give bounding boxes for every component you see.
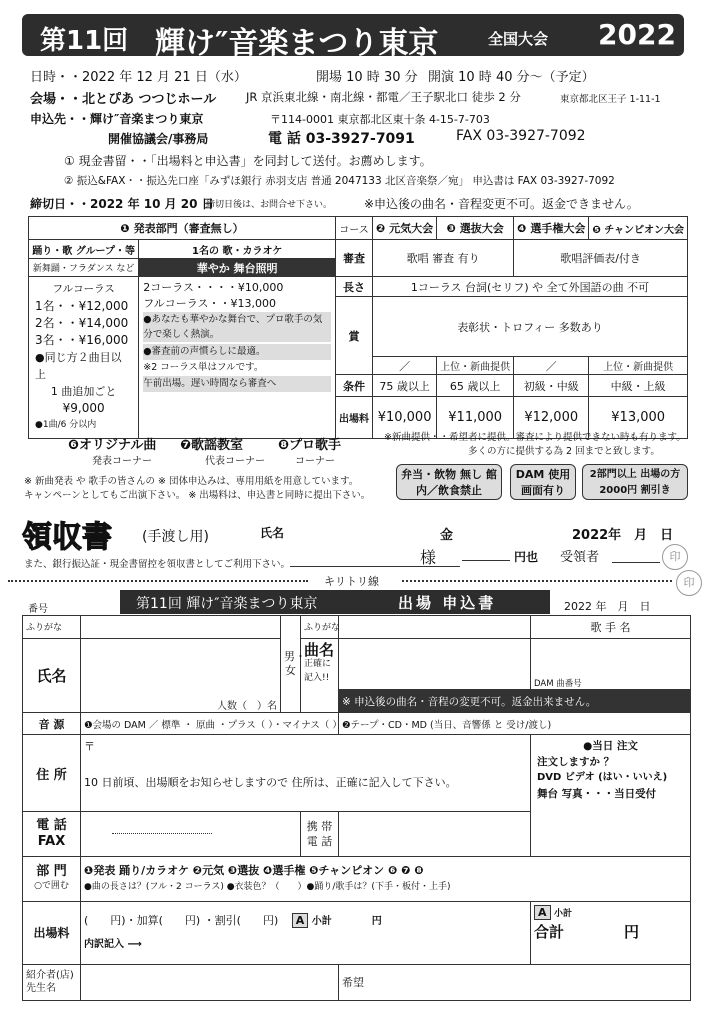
- receipt-name-label: 氏名: [260, 526, 285, 540]
- two-chorus-note: ※2 コーラス単はフルです。: [143, 362, 264, 373]
- stage-lighting-badge: 華やか 舞台照明: [139, 259, 336, 277]
- extra-classroom: ❼歌謡教室: [180, 438, 244, 453]
- extra-pro-sub: コーナー: [295, 456, 335, 467]
- category-table: [28, 216, 688, 439]
- receipt-amount-label: 金: [440, 528, 454, 543]
- extra-classroom-sub: 代表コーナー: [205, 456, 265, 467]
- mobile-field[interactable]: [339, 811, 531, 856]
- dam-number-field[interactable]: [531, 638, 691, 690]
- method-bank-transfer: ② 振込&FAX・・振込先口座「みずほ銀行 赤羽支店 普通 2047133 北区音楽祭／宛」 申込書は FAX 03-3927-7092: [64, 175, 615, 187]
- circle-note: ○で囲む: [34, 880, 69, 891]
- furigana-label-2: ふりがな: [301, 616, 339, 639]
- receipt-yen: 円也: [514, 550, 539, 564]
- fee-senshuken: ¥12,000: [514, 397, 589, 439]
- award-genki: ／: [373, 357, 437, 375]
- photo-order: 舞台 写真・・・当日受付: [537, 788, 657, 801]
- singer-name-label: 歌 手 名: [531, 616, 691, 639]
- judging-label: 審査: [336, 240, 373, 277]
- cond-senshuken: 初級・中級: [514, 375, 589, 397]
- header-subtitle: 全国大会: [488, 30, 549, 48]
- cat-senbatsu: ❸ 選抜大会: [437, 217, 514, 240]
- condition-label: 条件: [336, 375, 373, 397]
- award-label: 賞: [336, 297, 373, 375]
- cond-senbatsu: 65 歳以上: [437, 375, 514, 397]
- price-2-chorus: 2コーラス・・・・¥10,000: [143, 281, 284, 294]
- category-select[interactable]: [81, 856, 691, 901]
- solo-karaoke: 1名の 歌・カラオケ: [139, 240, 336, 259]
- no-change-notice: ※申込後の曲名・音程変更不可。返金できません。: [364, 197, 639, 211]
- cut-line-label: キリトリ線: [324, 575, 379, 588]
- application-form: [22, 615, 691, 1001]
- office-name: 開催協議会/事務局: [108, 132, 209, 146]
- length-rule: 1コーラス 台詞(セリフ) や 全て外国語の曲 不可: [373, 277, 688, 297]
- request-field[interactable]: [339, 964, 691, 1000]
- price-3-person: 3名・・¥16,000: [35, 333, 129, 347]
- receipt-receiver-line[interactable]: [612, 562, 660, 563]
- receipt-name-line[interactable]: [290, 566, 460, 567]
- additional-price: ¥9,000: [62, 401, 105, 415]
- phone-label: [23, 811, 81, 856]
- deadline: 締切日・・2022 年 10 月 20 日: [30, 197, 214, 211]
- category-details[interactable]: ●曲の長さは？(フル・2 コーラス) ●衣装色？（ ）●踊り/歌手は？(下手・板付・上手): [84, 881, 451, 892]
- audio-option-media[interactable]: ❷テープ・CD・MD (当日、音響係 と 受け/渡し): [339, 712, 691, 735]
- furigana-field[interactable]: [81, 616, 281, 639]
- price-2-person: 2名・・¥14,000: [35, 316, 129, 330]
- gender-select[interactable]: 男・女: [281, 616, 301, 713]
- headcount: 人数（ ）名: [217, 700, 277, 712]
- receipt-sama: 様: [420, 548, 437, 567]
- form-title-2: 出場 申込書: [398, 594, 497, 612]
- referrer-field[interactable]: [81, 964, 339, 1000]
- receipt-date: 2022年 月 日: [572, 528, 674, 543]
- fee-champion: ¥13,000: [589, 397, 688, 439]
- cat-genki: ❷ 元気大会: [373, 217, 437, 240]
- price-full-chorus: フルコーラス・・¥13,000: [143, 297, 276, 310]
- doors-open: 開場 10 時 30 分: [316, 70, 418, 85]
- referrer-label: 紹介者(店) 先生名: [23, 964, 81, 1000]
- judging-yes: 歌唱 審査 有り: [373, 240, 514, 277]
- fee-genki: ¥10,000: [373, 397, 437, 439]
- address-label: 住 所: [23, 735, 81, 812]
- course-label: コース: [336, 217, 373, 240]
- office-fax: FAX 03-3927-7092: [456, 128, 586, 144]
- a-mark-2: A: [534, 905, 551, 920]
- address-note: 10 日前頃、出場順をお知らせしますので 住所は、正確に記入して下さい。: [84, 776, 457, 790]
- day-order-title: ●当日 注文: [583, 740, 638, 753]
- postal-mark: 〒: [84, 740, 95, 754]
- event-date: 日時・・2022 年 12 月 21 日（水）: [30, 70, 247, 85]
- mobile-label-2: 電 話: [306, 834, 333, 848]
- receipt-stamp-circle-2: 印: [676, 570, 702, 596]
- tel-label: 電 話: [36, 817, 67, 833]
- a-mark: A: [292, 913, 309, 928]
- price-1-person: 1名・・¥12,000: [35, 299, 129, 313]
- subtotal: 小計 円: [311, 915, 382, 927]
- receipt-title: 領収書: [22, 520, 112, 555]
- song-title-field[interactable]: [339, 638, 531, 690]
- phone-line: [112, 833, 212, 834]
- cut-line-left: [8, 580, 308, 582]
- phone-field[interactable]: [81, 811, 301, 856]
- audio-source-label: 音 源: [23, 712, 81, 735]
- song-furigana-field[interactable]: [339, 616, 531, 639]
- mobile-label: [301, 811, 339, 856]
- song-title-label: [301, 638, 339, 712]
- apply-to: 申込先・・輝け″音楽まつり東京: [30, 112, 204, 126]
- day-order-box[interactable]: [531, 735, 691, 857]
- extra-original: ❻オリジナル曲: [68, 438, 157, 453]
- cat-senshuken: ❹ 選手権大会: [514, 217, 589, 240]
- warmup-note: ●審査前の声慣らしに最適。: [143, 344, 331, 360]
- extra-pro: ❽プロ歌手: [278, 438, 342, 453]
- form-title: 第11回 輝け″音楽まつり東京: [136, 596, 318, 612]
- accurate-note: 正確に記入!!: [304, 658, 332, 683]
- dam-badge: DAM 使用 画面有り: [510, 464, 576, 500]
- judging-sheet: 歌唱評価表/付き: [514, 240, 688, 277]
- fax-label: FAX: [37, 833, 66, 849]
- cut-line-right: [402, 580, 672, 582]
- additional-song: 1 曲追加ごと: [50, 385, 117, 398]
- bumon-label: 部 門: [36, 863, 67, 879]
- grand-total: 合計 円: [534, 922, 640, 941]
- furigana-label: ふりがな: [23, 616, 81, 639]
- fee-label: 出場料: [336, 397, 373, 439]
- venue-access: JR 京浜東北線・南北線・都電／王子駅北口 徒歩 2 分: [246, 90, 521, 104]
- cat-happyo-header: ❶ 発表部門（審査無し）: [29, 217, 336, 240]
- no-food-badge: 弁当・飲物 無し 館内／飲食禁止: [396, 464, 502, 500]
- audio-option-dam[interactable]: ❶会場の DAM ／ 標準 ・ 原曲 ・プラス（ ）・マイナス（ ）: [81, 712, 339, 735]
- receipt-note: また、銀行振込証・現金書留控を領収書としてご利用下さい。: [24, 559, 291, 570]
- time-limit: ●1曲/6 分以内: [35, 420, 97, 430]
- header-year: 2022: [598, 18, 676, 51]
- dance-song-group: 踊り・歌 グループ・等: [29, 240, 139, 259]
- extra-original-sub: 発表コーナー: [92, 456, 152, 467]
- venue-address: 東京都北区王子 1-11-1: [560, 94, 661, 105]
- award-champion: 上位・新曲提供: [589, 357, 688, 375]
- deadline-note: 締切日後は、お問合せ下さい。: [206, 200, 333, 210]
- song-label: 曲名: [304, 640, 335, 659]
- address-field[interactable]: [81, 735, 531, 812]
- award-senshuken: ／: [514, 357, 589, 375]
- mobile-label-1: 携 帯: [306, 819, 333, 833]
- header-title: 輝け″音楽まつり東京: [155, 26, 439, 61]
- dance-examples: 新舞踊・フラダンス など: [29, 259, 139, 277]
- morning-note: 午前出場。遅い時間なら審査へ: [143, 376, 331, 392]
- campaign-note: ※ 新曲発表 や 歌手の皆さんの ※ 団体申込みは、専用用紙を用意しています。: [24, 476, 359, 487]
- form-date: 2022 年 月 日: [564, 600, 651, 613]
- length-label: 長さ: [336, 277, 373, 297]
- office-address: 〒114-0001 東京都北区東十条 4-15-7-703: [270, 113, 490, 126]
- cond-genki: 75 歳以上: [373, 375, 437, 397]
- fee-calc: ( 円)・加算( 円) ・割引( 円): [84, 913, 279, 927]
- request-label: 希望: [342, 976, 364, 990]
- receipt-receiver: 受領者: [560, 550, 600, 565]
- method-registered-mail: ① 現金書留・・「出場料と申込書」を同封して送付。お薦めします。: [64, 154, 432, 168]
- discount-badge: 2部門以上 出場の方 2000円 割引き: [582, 464, 688, 500]
- subtotal-2: 小計: [554, 908, 573, 919]
- fee-senbatsu: ¥11,000: [437, 397, 514, 439]
- office-tel: 電 話 03-3927-7091: [268, 131, 415, 147]
- header-edition: 第11回: [40, 26, 129, 56]
- award-senbatsu: 上位・新曲提供: [437, 357, 514, 375]
- newsong-note-2: 多くの方に提供する為 2 回までと致します。: [468, 446, 660, 457]
- name-field[interactable]: [81, 638, 281, 712]
- receipt-subtitle: (手渡し用): [142, 529, 209, 545]
- fee-form-label: 出場料: [23, 901, 81, 964]
- full-chorus-label: フルコーラス: [52, 283, 115, 295]
- receipt-amount-line[interactable]: [462, 560, 510, 561]
- show-start: 開演 10 時 40 分～（予定）: [428, 70, 595, 85]
- cat-champion: ❺ チャンピオン大会: [589, 217, 688, 240]
- category-options[interactable]: ❶発表 踊り/カラオケ ❷元気 ❸選抜 ❹選手権 ❺チャンピオン ❻ ❼ ❽: [84, 863, 424, 877]
- venue: 会場・・北とぴあ つつじホール: [30, 92, 217, 107]
- campaign-note-2: キャンペーンとしてもご出演下さい。 ※ 出場料は、申込書と同時に提出下さい。: [24, 490, 371, 501]
- karaoke-prices: [139, 277, 336, 439]
- breakdown-note: 内訳記入 ⟶: [84, 938, 142, 950]
- cond-champion: 中級・上級: [589, 375, 688, 397]
- receipt-stamp-circle: 印: [662, 544, 688, 570]
- form-no-change-notice: ※ 申込後の曲名・音程の変更不可。返金出来ません。: [339, 690, 691, 713]
- fee-calc-field[interactable]: [81, 901, 531, 964]
- order-question: 注文しますか ？: [537, 756, 615, 769]
- total-field[interactable]: [531, 901, 691, 964]
- name-label: 氏名: [23, 638, 81, 712]
- award-desc: 表彰状・トロフィー 多数あり: [373, 297, 688, 357]
- dam-label: DAM 曲番号: [534, 679, 582, 690]
- category-label: [23, 856, 81, 901]
- form-number: 番号: [28, 604, 48, 615]
- dance-prices: [29, 277, 139, 439]
- karaoke-promo: ●あなたも華やかな舞台で、プロ歌手の気分で楽しく熱演。: [143, 312, 331, 342]
- newsong-note: ※新曲提供・・希望者に提供。審査により提供できない時も有ります。: [384, 432, 686, 443]
- dvd-order: DVD ビデオ (はい・いいえ): [537, 772, 668, 784]
- same-person-note: ●同じ方２曲目以上: [35, 351, 122, 381]
